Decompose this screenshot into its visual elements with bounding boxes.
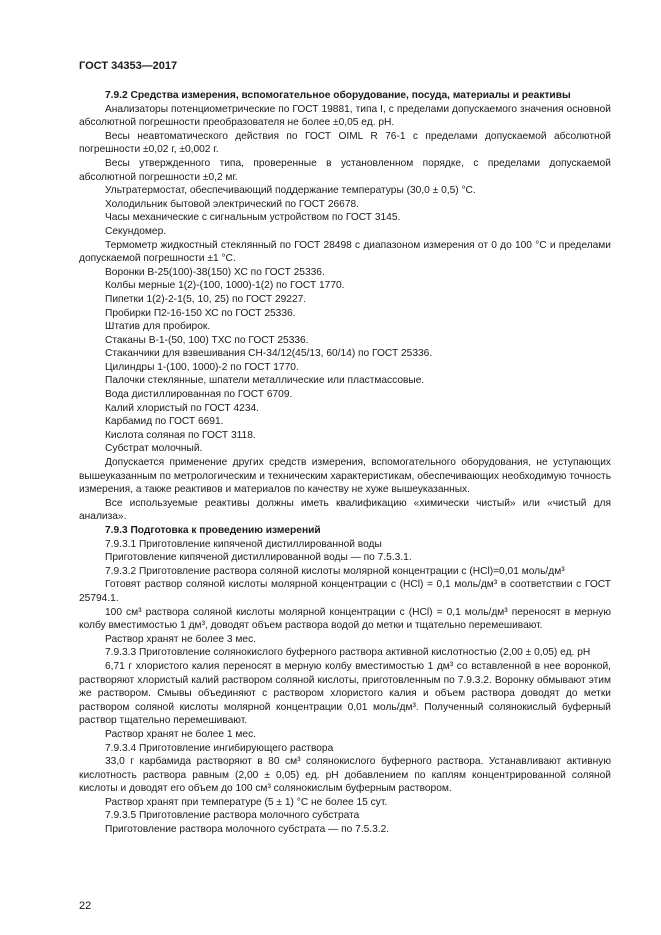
paragraph: 7.9.3.5 Приготовление раствора молочного субстрата [105,810,360,822]
document-header: ГОСТ 34353—2017 [79,60,178,72]
paragraph: Холодильник бытовой электрический по ГОСТ 26678. [105,198,359,210]
paragraph: Секундомер. [105,225,167,237]
paragraph: Допускается применение других средств измерения, вспомогательного оборудования, не уступающих вышеуказанным по метрологическим и техническим характеристикам, обеспечивающих необходимую точность измерения, а также реактивов и материалов по качеству не хуже вышеуказанных. [79,457,611,496]
paragraph: Пробирки П2-16-150 ХС по ГОСТ 25336. [105,307,296,319]
paragraph: Цилиндры 1-(100, 1000)-2 по ГОСТ 1770. [105,361,299,373]
section-heading: 7.9.2 Средства измерения, вспомогательное оборудование, посуда, материалы и реактивы [105,90,571,101]
paragraph: 7.9.3.1 Приготовление кипяченой дистиллированной воды [105,538,382,550]
paragraph: Кислота соляная по ГОСТ 3118. [105,429,256,441]
paragraph: 7.9.3.3 Приготовление солянокислого буферного раствора активной кислотностью (2,00 ± 0,05) ед. pH [105,647,591,659]
paragraph: 100 см³ раствора соляной кислоты молярной концентрации с (HCl) = 0,1 моль/дм³ переносят в мерную колбу вместимостью 1 дм³, доводят объем раствора водой до метки и тщательно перемешивают. [79,606,611,632]
paragraph: Готовят раствор соляной кислоты молярной концентрации с (HCl) = 0,1 моль/дм³ в соответствии с ГОСТ 25794.1. [79,579,611,604]
page-number: 22 [79,900,92,912]
paragraph: Палочки стеклянные, шпатели металлические или пластмассовые. [105,375,425,387]
paragraph: Раствор хранят не более 3 мес. [105,633,257,645]
paragraph: Анализаторы потенциометрические по ГОСТ 19881, типа I, с пределами допускаемого значения основной абсолютной погрешности преобразователя не более ±0,05 ед. pH. [79,103,611,129]
paragraph: Часы механические с сигнальным устройством по ГОСТ 3145. [105,212,401,224]
paragraph: Штатив для пробирок. [105,321,211,333]
paragraph: Стаканы В-1-(50, 100) ТХС по ГОСТ 25336. [105,334,309,346]
paragraph: Карбамид по ГОСТ 6691. [105,416,224,428]
paragraph: Колбы мерные 1(2)-(100, 1000)-1(2) по ГОСТ 1770. [105,280,345,292]
paragraph: Вода дистиллированная по ГОСТ 6709. [105,389,293,401]
paragraph: 7.9.3.4 Приготовление ингибирующего раствора [105,742,334,754]
document-body [79,89,611,837]
paragraph: Термометр жидкостный стеклянный по ГОСТ 28498 с диапазоном измерения от 0 до 100 °С и пределами допускаемой погрешности ±1 °С. [79,239,611,265]
paragraph: 6,71 г хлористого калия переносят в мерную колбу вместимостью 1 дм³ со вставленной в нее воронкой, растворяют хлористый калий раствором соляной кислоты, приготовленным по 7.9.3.2. Воронку обмывают этим же раствором. Смывы объединяют с раствором хлористого калия и объем раствора доводят до метки раствором соляной кислоты молярной концентрации 0,01 моль/дм³. Полученный солянокислый буферный раствор тщательно перемешивают. [79,660,611,727]
paragraph: Раствор хранят при температуре (5 ± 1) °С не более 15 сут. [105,796,388,808]
paragraph: Пипетки 1(2)-2-1(5, 10, 25) по ГОСТ 29227. [105,293,307,305]
paragraph: Раствор хранят не более 1 мес. [105,728,257,740]
paragraph: 7.9.3.2 Приготовление раствора соляной кислоты молярной концентрации с (HCl)=0,01 моль/дм³ [105,565,565,577]
paragraph: Все используемые реактивы должны иметь квалификацию «химически чистый» или «чистый для анализа». [79,497,611,523]
paragraph: Ультратермостат, обеспечивающий поддержание температуры (30,0 ± 0,5) °С. [105,185,476,197]
paragraph: 33,0 г карбамида растворяют в 80 см³ солянокислого буферного раствора. Устанавливают активную кислотность раствора равным (2,00 ± 0,05) ед. pH добавлением по каплям концентрированной соляной кислоты и доводят его объем до 100 см³ солянокислым буферным раствором. [79,756,611,795]
paragraph: Стаканчики для взвешивания СН-34/12(45/13, 60/14) по ГОСТ 25336. [105,348,433,360]
paragraph: Приготовление кипяченой дистиллированной воды — по 7.5.3.1. [105,552,412,564]
paragraph: Приготовление раствора молочного субстрата — по 7.5.3.2. [105,824,390,836]
paragraph: Калий хлористый по ГОСТ 4234. [105,402,259,414]
paragraph: Субстрат молочный. [105,443,203,455]
paragraph: Весы утвержденного типа, проверенные в установленном порядке, с пределами допускаемой абсолютной погрешности ±0,2 мг. [79,157,611,183]
section-heading: 7.9.3 Подготовка к проведению измерений [105,525,321,536]
paragraph: Весы неавтоматического действия по ГОСТ OIML R 76-1 с пределами допускаемой абсолютной погрешности ±0,02 г, ±0,002 г. [79,130,611,156]
paragraph: Воронки В-25(100)-38(150) ХС по ГОСТ 25336. [105,266,325,278]
